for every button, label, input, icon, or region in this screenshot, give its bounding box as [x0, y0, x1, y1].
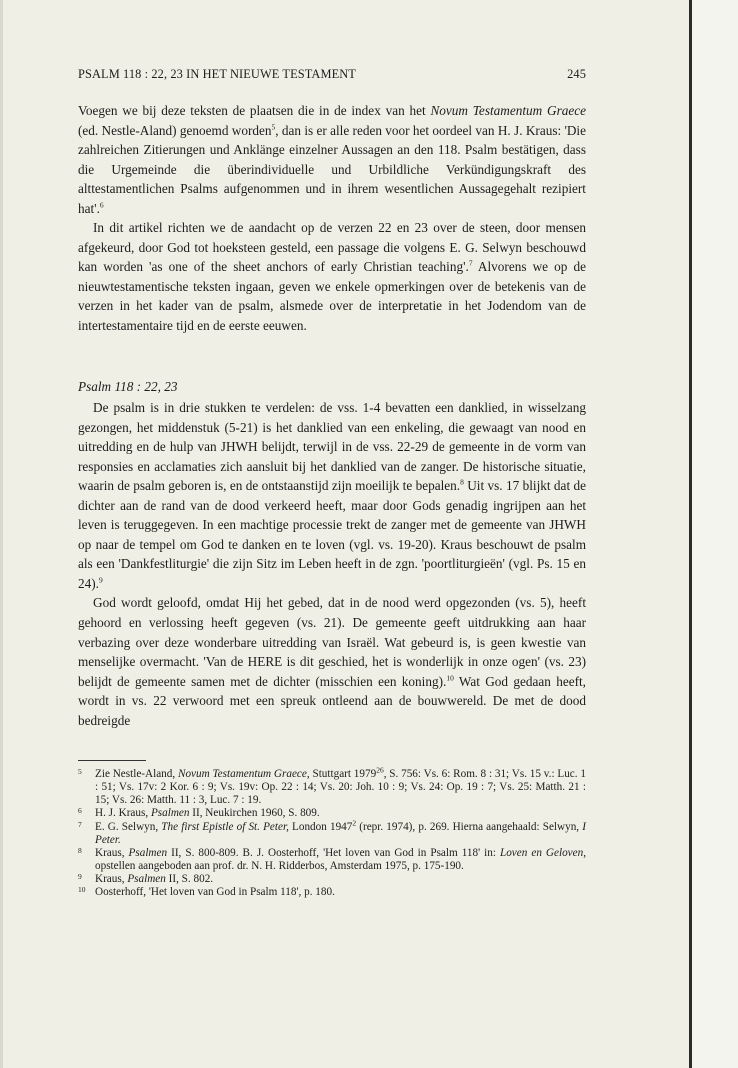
footnote-9-number: 9 — [78, 872, 82, 882]
footnote-7 — [78, 817, 586, 847]
footnote-5-text-a: Zie Nestle-Aland, — [95, 768, 178, 780]
footnote-8-number: 8 — [78, 845, 82, 855]
footnote-8 — [78, 847, 586, 873]
footnote-ref-7: 7 — [468, 258, 473, 268]
paragraph-1 — [78, 101, 586, 218]
body-text-top — [78, 101, 586, 336]
footnote-8-text-c: II, S. 800-809. B. J. Oosterhoff, 'Het loven van God in Psalm 118' in: — [167, 846, 500, 859]
paragraph-1-text-d: , dan is er alle reden voor het oordeel van H. J. Kraus: 'Die zahlreichen Zitierungen und Anklänge einzelner Aussagen an den 118. Psalm bestätigen, dass die Urgemeinde die überindividuelle und Urbildliche Verkündigungskraft des alttestamentlichen Psalms aufgenommen und in ihrem wesentlichen Aussagegehalt rezipiert hat'. — [78, 122, 586, 216]
footnote-ref-5: 5 — [271, 122, 276, 132]
footnote-ref-8: 8 — [460, 477, 464, 487]
footnote-8-text-a: Kraus, — [95, 846, 129, 859]
body-text-section — [78, 398, 586, 730]
paragraph-3 — [78, 398, 586, 593]
paragraph-1-text-c: (ed. Nestle-Aland) genoemd worden — [78, 122, 272, 138]
footnote-10-number: 10 — [78, 885, 86, 895]
footnote-5 — [78, 765, 586, 807]
footnote-6-text-c: II, Neukirchen 1960, S. 809. — [189, 807, 320, 820]
paragraph-2-text-a: In dit artikel richten we de aandacht op de verzen 22 en 23 over de steen, door mensen afgekeurd, door God tot hoeksteen gesteld, een passage die volgens E. G. Selwyn beschouwd kan worden 'as one of the sheet anchors of early Christian teaching'. — [78, 220, 586, 275]
footnote-9-text-c: II, S. 802. — [165, 873, 214, 886]
footnote-7-italic-2: I Peter. — [95, 820, 586, 846]
footnote-9 — [78, 873, 586, 886]
footnote-5-number: 5 — [78, 767, 82, 776]
page-edge-left — [0, 0, 3, 1068]
paragraph-2-text-b: Alvorens we op de nieuwtestamentische teksten ingaan, geven we enkele opmerkingen over de betekenis van de verzen in het kader van de psalm, alsmede over de interpretatie in het Jodendom van de intertestamentaire tijd en de eerste eeuwen. — [78, 259, 586, 334]
footnote-8-italic-2: Loven en Geloven, — [499, 846, 587, 859]
paragraph-1-italic: Novum Testamentum Graece — [430, 103, 586, 118]
footnote-6-italic: Psalmen — [150, 807, 190, 820]
footnote-8-italic: Psalmen — [128, 846, 168, 859]
footnote-ref-6: 6 — [99, 200, 104, 210]
footnote-8-text-e: opstellen aangeboden aan prof. dr. N. H. Ridderbos, Amsterdam 1975, p. 175-190. — [95, 860, 464, 873]
footnote-divider — [78, 760, 146, 761]
footnote-5-text-d: , S. 756: Vs. 6: Rom. 8 : 31; Vs. 15 v.: Luc. 1 : 51; Vs. 17v: 2 Kor. 6 : 9; Vs. 19v: Op. 22 : 14; Vs. 20: Joh. 10 : 9; Vs. 24: Op. 19 : 7; Vs. 25: Matth. 21 : 15; Vs. 26: Matth. 11 : 3, Luc. 7 : 19. — [95, 768, 586, 807]
footnote-7-italic: The first Epistle of St. Peter, — [161, 820, 289, 833]
footnote-5-italic: Novum Testamentum Graece, — [177, 768, 310, 780]
page-number: 245 — [567, 67, 586, 81]
page-margin-right — [692, 0, 738, 1068]
footnote-ref-9: 9 — [98, 575, 103, 585]
footnote-5-text-c: Stuttgart 1979 — [309, 768, 377, 780]
footnote-7-number: 7 — [78, 819, 82, 829]
footnote-7-text-c: London 1947 — [288, 820, 353, 833]
footnote-9-italic: Psalmen — [127, 873, 166, 886]
footnote-5-edition: 26 — [376, 765, 384, 775]
footnote-6-number: 6 — [78, 806, 82, 816]
running-head-title: PSALM 118 : 22, 23 IN HET NIEUWE TESTAMENT — [78, 67, 356, 81]
paragraph-1-text-a: Voegen we bij deze teksten de plaatsen die in de index van het — [78, 103, 431, 118]
footnote-7-text-a: E. G. Selwyn, — [95, 820, 162, 833]
paragraph-2 — [78, 218, 586, 335]
paragraph-3-text-b: Uit vs. 17 blijkt dat de dichter aan de rand van de dood verkeerd heeft, maar door Gods genadig ingrijpen aan het leven is teruggegeven. In een machtige processie trekt de zanger met de gemeente van JHWH op naar de tempel om God te danken en te loven (vgl. vs. 19-20). Kraus beschouwt de psalm als een 'Dankfestliturgie' die zijn Sitz im Leben heeft in de zgn. 'poortliturgieën' (vgl. Ps. 15 en 24). — [78, 478, 586, 591]
paragraph-4-text-a: God wordt geloofd, omdat Hij het gebed, dat in de nood werd opgezonden (vs. 5), heeft gehoord en verlossing heeft gegeven (vs. 21). De gemeente geeft uitdrukking aan haar verbazing over deze wonderbare uitredding van Israël. Wat gebeurd is, is geen kwestie van menselijke overmacht. 'Van de HERE is dit geschied, het is wonderlijk in onze ogen' (vs. 23) belijdt de gemeente samen met de dichter (misschien een koning). — [78, 595, 586, 689]
section-heading: Psalm 118 : 22, 23 — [78, 379, 178, 394]
footnotes — [78, 765, 587, 900]
paragraph-4-text-b: Wat God gedaan heeft, wordt in vs. 22 verwoord met een spreuk ontleend aan de bouwwereld. De met de dood bedreigde — [78, 673, 586, 728]
footnote-10 — [78, 886, 586, 899]
footnote-ref-10: 10 — [446, 673, 454, 683]
footnote-7-edition: 2 — [352, 817, 357, 827]
footnote-9-text-a: Kraus, — [95, 873, 128, 886]
footnote-10-text-a: Oosterhoff, 'Het loven van God in Psalm 118', p. 180. — [95, 886, 335, 899]
paragraph-3-text-a: De psalm is in drie stukken te verdelen: de vss. 1-4 bevatten een danklied, in wisselzang gezongen, het middenstuk (5-21) is het danklied van een enkeling, die gewaagt van nood en uitredding en de hulp van JHWH belijdt, terwijl in de vss. 22-29 de gemeente in de vorm van responsies en acclamaties zich aansluit bij het danklied van de zanger. De historische situatie, waarin de psalm geboren is, en de ontstaanstijd zijn moeilijk te bepalen. — [78, 400, 586, 494]
footnote-6 — [78, 807, 586, 820]
footnote-7-text-d: (repr. 1974), p. 269. Hierna aangehaald: Selwyn, — [356, 820, 583, 833]
footnote-6-text-a: H. J. Kraus, — [95, 807, 151, 820]
paragraph-4 — [78, 593, 586, 730]
